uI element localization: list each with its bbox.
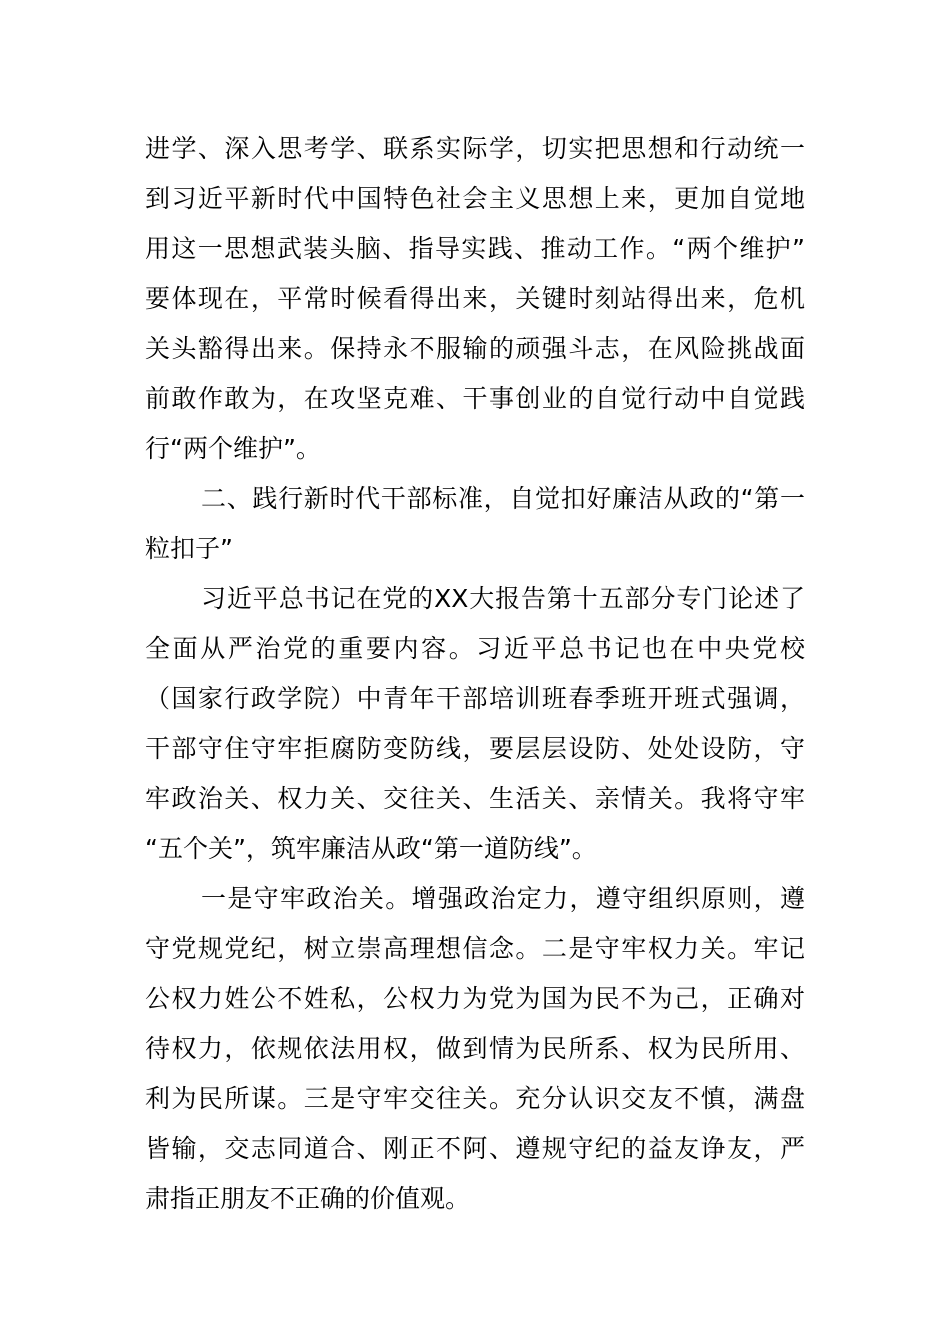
text-line: 关头豁得出来。保持永不服输的顽强斗志，在风险挑战面 — [145, 334, 805, 363]
text-line: 干部守住守牢拒腐防变防线，要层层设防、处处设防，守 — [145, 734, 805, 763]
text-line: 全面从严治党的重要内容。习近平总书记也在中央党校 — [145, 634, 805, 663]
text-line: 牢政治关、权力关、交往关、生活关、亲情关。我将守牢 — [145, 784, 805, 813]
paragraph-continuation — [145, 124, 805, 474]
text-line: 前敢作敢为，在攻坚克难、干事创业的自觉行动中自觉践 — [145, 384, 805, 413]
text-line: 习近平总书记在党的XX大报告第十五部分专门论述了 — [201, 584, 805, 613]
text-line: 利为民所谋。三是守牢交往关。充分认识交友不慎，满盘 — [145, 1084, 805, 1113]
text-line: 要体现在，平常时候看得出来，关键时刻站得出来，危机 — [145, 284, 805, 313]
text-line: 肃指正朋友不正确的价值观。 — [145, 1184, 471, 1213]
text-line: 行“两个维护”。 — [145, 434, 321, 463]
paragraph — [145, 874, 805, 1224]
text-line: 进学、深入思考学、联系实际学，切实把思想和行动统一 — [145, 134, 805, 163]
text-line: 守党规党纪，树立崇高理想信念。二是守牢权力关。牢记 — [145, 934, 805, 963]
document-body — [145, 124, 805, 1224]
text-line: 粒扣子” — [145, 534, 233, 563]
text-line: 到习近平新时代中国特色社会主义思想上来，更加自觉地 — [145, 184, 805, 213]
paragraph — [145, 574, 805, 874]
text-line: 待权力，依规依法用权，做到情为民所系、权为民所用、 — [145, 1034, 805, 1063]
text-line: 一是守牢政治关。增强政治定力，遵守组织原则，遵 — [201, 884, 805, 913]
section-heading — [145, 474, 805, 574]
text-line: 公权力姓公不姓私，公权力为党为国为民不为己，正确对 — [145, 984, 805, 1013]
text-line: 用这一思想武装头脑、指导实践、推动工作。“两个维护” — [145, 234, 805, 263]
text-line: 二、践行新时代干部标准，自觉扣好廉洁从政的“第一 — [201, 484, 805, 513]
text-line: （国家行政学院）中青年干部培训班春季班开班式强调， — [145, 684, 805, 713]
text-line: 皆输，交志同道合、刚正不阿、遵规守纪的益友诤友，严 — [145, 1134, 805, 1163]
text-line: “五个关”，筑牢廉洁从政“第一道防线”。 — [145, 834, 597, 863]
